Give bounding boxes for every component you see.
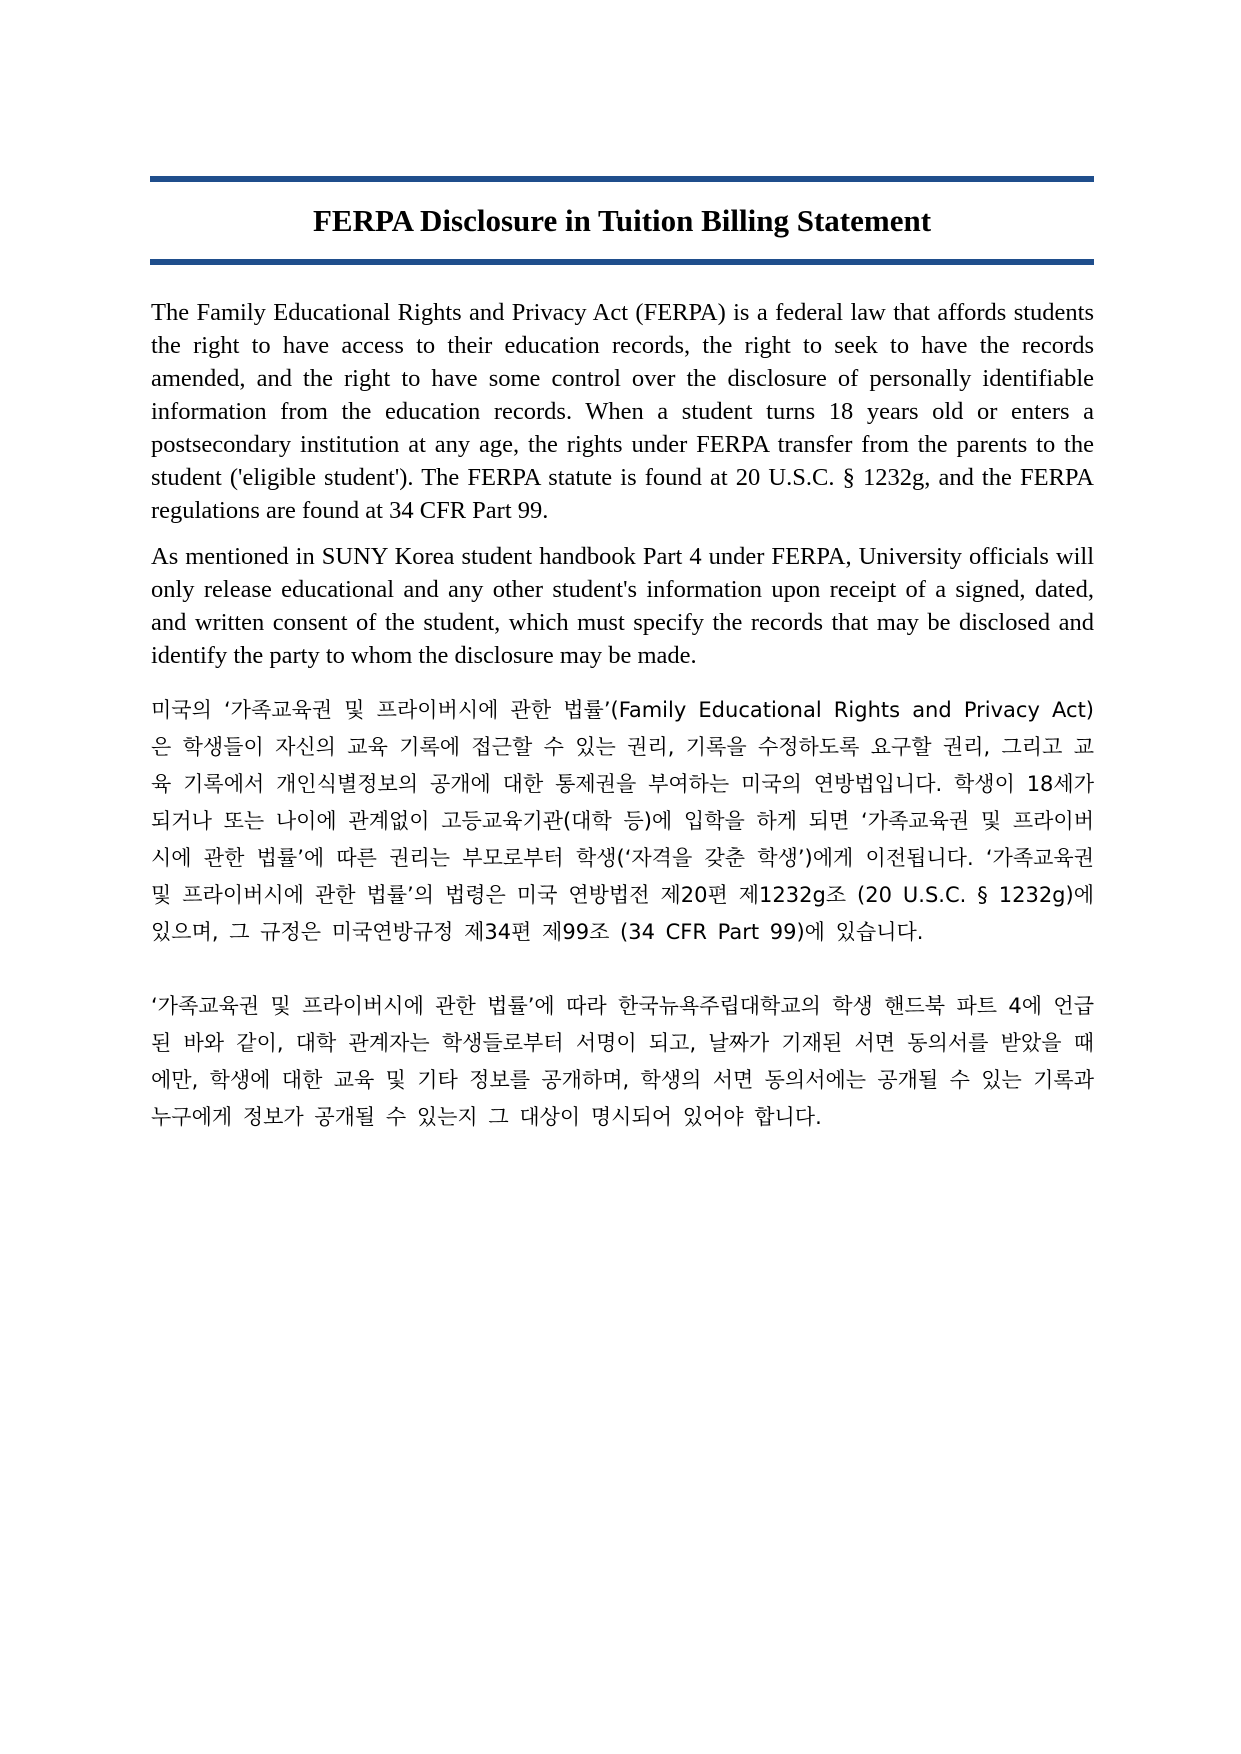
title-block	[150, 176, 1094, 265]
consent-paragraph-ko: ‘가족교육권 및 프라이버시에 관한 법률’에 따라 한국뉴욕주립대학교의 학생 핸드북 파트 4에 언급된 바와 같이, 대학 관계자는 학생들로부터 서명이 되고, 날짜가 기재된 서면 동의서를 받았을 때에만, 학생에 대한 교육 및 기타 정보를 공개하며, 학생의 서면 동의서에는 공개될 수 있는 기록과 누구에게 정보가 공개될 수 있는지 그 대상이 명시되어 있어야 합니다.	[151, 994, 1094, 1129]
consent-paragraph-en: As mentioned in SUNY Korea student handbook Part 4 under FERPA, University officials will only release educational and any other student's information upon receipt of a signed, dated, and written consent of the student, which must specify the records that may be disclosed and identify the party to whom the disclosure may be made.	[151, 543, 1094, 669]
page-title: FERPA Disclosure in Tuition Billing Statement	[312, 203, 932, 238]
title-bottom-rule	[150, 259, 1094, 265]
ferpa-overview-paragraph-ko: 미국의 ‘가족교육권 및 프라이버시에 관한 법률’(Family Educational Rights and Privacy Act)은 학생들이 자신의 교육 기록에 접근할 수 있는 권리, 기록을 수정하도록 요구할 권리, 그리고 교육 기록에서 개인식별정보의 공개에 대한 통제권을 부여하는 미국의 연방법입니다. 학생이 18세가 되거나 또는 나이에 관계없이 고등교육기관(대학 등)에 입학을 하게 되면 ‘가족교육권 및 프라이버시에 관한 법률’에 따른 권리는 부모로부터 학생(‘자격을 갖춘 학생’)에게 이전됩니다. ‘가족교육권 및 프라이버시에 관한 법률’의 법령은 미국 연방법전 제20편 제1232g조 (20 U.S.C. § 1232g)에 있으며, 그 규정은 미국연방규정 제34편 제99조 (34 CFR Part 99)에 있습니다.	[151, 698, 1094, 944]
ferpa-overview-paragraph-en: The Family Educational Rights and Privacy Act (FERPA) is a federal law that affords students the right to have access to their education records, the right to seek to have the records amended, and the right to have some control over the disclosure of personally identifiable information from the education records. When a student turns 18 years old or enters a postsecondary institution at any age, the rights under FERPA transfer from the parents to the student ('eligible student'). The FERPA statute is found at 20 U.S.C. § 1232g, and the FERPA regulations are found at 34 CFR Part 99.	[151, 299, 1094, 524]
document-body	[151, 296, 1094, 1136]
